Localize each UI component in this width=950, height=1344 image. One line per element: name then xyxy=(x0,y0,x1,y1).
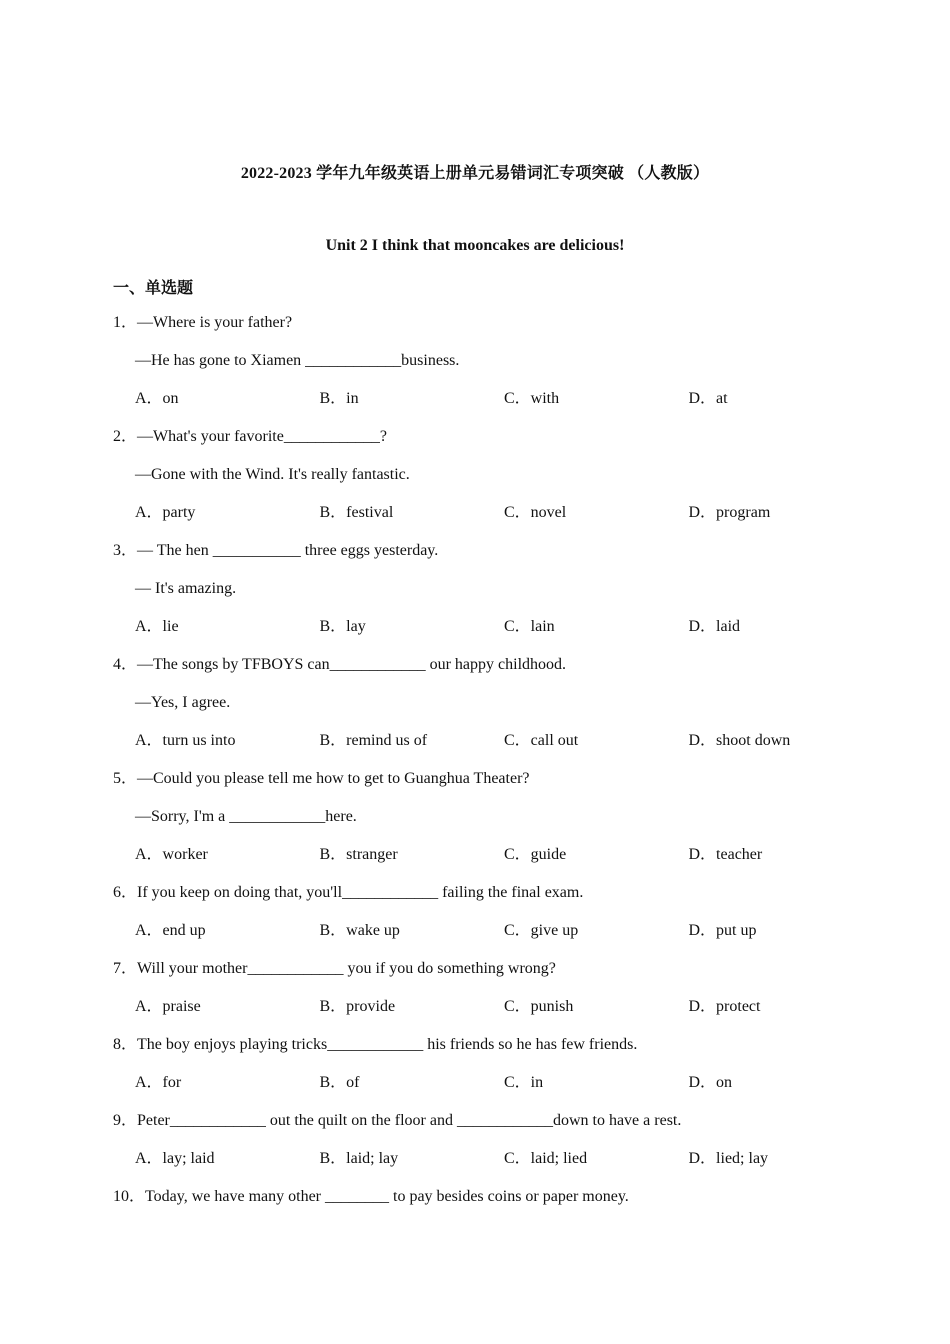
question-item xyxy=(113,541,873,655)
answer-options xyxy=(113,997,873,1035)
answer-option-b[interactable]: B．provide xyxy=(319,998,396,1015)
answer-option-a[interactable]: A．lay; laid xyxy=(135,1150,215,1167)
answer-option-d[interactable]: D．on xyxy=(688,1074,733,1091)
question-item xyxy=(113,769,873,883)
question-dialogue-line: — It's amazing. xyxy=(135,580,237,597)
answer-option-c[interactable]: C．laid; lied xyxy=(504,1150,588,1167)
document-title: 2022-2023 学年九年级英语上册单元易错词汇专项突破 （人教版） xyxy=(240,165,710,182)
question-list xyxy=(113,313,873,1225)
section-heading: 一、单选题 xyxy=(113,280,194,297)
answer-option-b[interactable]: B．laid; lay xyxy=(319,1150,399,1167)
answer-option-b[interactable]: B．lay xyxy=(319,618,366,635)
question-stem: 8．The boy enjoys playing tricks____________ his friends so he has few friends. xyxy=(113,1036,638,1053)
answer-option-a[interactable]: A．party xyxy=(135,504,196,521)
answer-option-c[interactable]: C．call out xyxy=(504,732,579,749)
answer-option-b[interactable]: B．wake up xyxy=(319,922,400,939)
answer-option-d[interactable]: D．at xyxy=(688,390,728,407)
answer-option-a[interactable]: A．turn us into xyxy=(135,732,236,749)
unit-title: Unit 2 I think that mooncakes are delicious! xyxy=(325,237,625,254)
question-stem: 4．—The songs by TFBOYS can____________ our happy childhood. xyxy=(113,656,567,673)
question-item xyxy=(113,1035,873,1111)
answer-option-b[interactable]: B．stranger xyxy=(319,846,398,863)
answer-option-c[interactable]: C．with xyxy=(504,390,560,407)
question-item xyxy=(113,313,873,427)
answer-options xyxy=(113,1149,873,1187)
answer-option-c[interactable]: C．novel xyxy=(504,504,567,521)
answer-options xyxy=(113,845,873,883)
answer-option-c[interactable]: C．guide xyxy=(504,846,567,863)
answer-option-a[interactable]: A．for xyxy=(135,1074,182,1091)
answer-option-a[interactable]: A．lie xyxy=(135,618,179,635)
question-stem: 7．Will your mother____________ you if you do something wrong? xyxy=(113,960,556,977)
question-dialogue-line: —He has gone to Xiamen ____________business. xyxy=(135,352,460,369)
question-stem: 3．— The hen ___________ three eggs yesterday. xyxy=(113,542,439,559)
answer-options xyxy=(113,731,873,769)
answer-option-b[interactable]: B．remind us of xyxy=(319,732,428,749)
answer-option-d[interactable]: D．teacher xyxy=(688,846,763,863)
answer-option-d[interactable]: D．program xyxy=(688,504,771,521)
answer-option-d[interactable]: D．lied; lay xyxy=(688,1150,769,1167)
question-dialogue-line: —Yes, I agree. xyxy=(135,694,231,711)
answer-option-d[interactable]: D．put up xyxy=(688,922,757,939)
answer-options xyxy=(113,617,873,655)
question-stem: 2．—What's your favorite____________? xyxy=(113,428,387,445)
answer-options xyxy=(113,389,873,427)
answer-options xyxy=(113,503,873,541)
answer-option-b[interactable]: B．festival xyxy=(319,504,394,521)
answer-option-c[interactable]: C．punish xyxy=(504,998,574,1015)
question-dialogue-line: —Sorry, I'm a ____________here. xyxy=(135,808,357,825)
question-item xyxy=(113,655,873,769)
answer-option-a[interactable]: A．end up xyxy=(135,922,206,939)
answer-option-d[interactable]: D．shoot down xyxy=(688,732,791,749)
answer-option-b[interactable]: B．of xyxy=(319,1074,360,1091)
answer-option-a[interactable]: A．on xyxy=(135,390,179,407)
question-item xyxy=(113,959,873,1035)
answer-option-a[interactable]: A．worker xyxy=(135,846,208,863)
question-item xyxy=(113,1111,873,1187)
answer-option-d[interactable]: D．laid xyxy=(688,618,741,635)
answer-option-b[interactable]: B．in xyxy=(319,390,359,407)
question-stem: 9．Peter____________ out the quilt on the floor and ____________down to have a rest. xyxy=(113,1112,682,1129)
question-item xyxy=(113,883,873,959)
answer-option-c[interactable]: C．give up xyxy=(504,922,579,939)
question-item xyxy=(113,1187,873,1225)
answer-option-c[interactable]: C．in xyxy=(504,1074,544,1091)
answer-option-c[interactable]: C．lain xyxy=(504,618,555,635)
answer-option-d[interactable]: D．protect xyxy=(688,998,761,1015)
question-item xyxy=(113,427,873,541)
question-stem: 6．If you keep on doing that, you'll____________ failing the final exam. xyxy=(113,884,584,901)
answer-options xyxy=(113,1073,873,1111)
question-stem: 5．—Could you please tell me how to get to Guanghua Theater? xyxy=(113,770,530,787)
answer-options xyxy=(113,921,873,959)
answer-option-a[interactable]: A．praise xyxy=(135,998,201,1015)
question-dialogue-line: —Gone with the Wind. It's really fantastic. xyxy=(135,466,410,483)
question-stem: 1．—Where is your father? xyxy=(113,314,293,331)
question-stem: 10．Today, we have many other ________ to pay besides coins or paper money. xyxy=(113,1188,629,1205)
